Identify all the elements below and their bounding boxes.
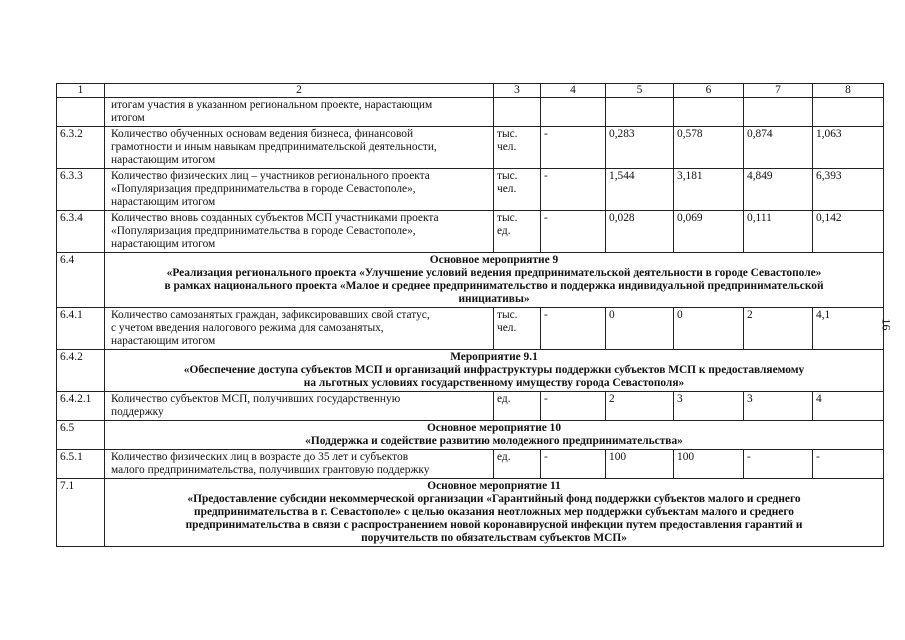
row-number: 6.5 [57, 421, 105, 450]
section-title [105, 350, 884, 392]
unit-cell [494, 450, 541, 479]
section-line: Основное мероприятие 9 [429, 254, 559, 266]
unit-line: тыс. [497, 128, 518, 140]
value-cell-c6 [674, 98, 744, 127]
value-cell-c8: 0,142 [813, 211, 884, 253]
value-cell-c8: - [813, 450, 884, 479]
section-title [105, 479, 884, 547]
value-cell-c6: 3,181 [674, 169, 744, 211]
indicator-name [105, 392, 494, 421]
table-row [57, 450, 884, 479]
section-line: «Поддержка и содействие развитию молодежного предпринимательства» [305, 435, 683, 447]
unit-cell [494, 211, 541, 253]
value-cell-c4: - [541, 211, 606, 253]
row-number: 6.4.2 [57, 350, 105, 392]
section-row [57, 421, 884, 450]
header-cell: 6 [674, 84, 744, 98]
table-row [57, 169, 884, 211]
table-row [57, 392, 884, 421]
row-number: 6.3.2 [57, 127, 105, 169]
value-cell-c6: 0,069 [674, 211, 744, 253]
section-line: Основное мероприятие 10 [426, 422, 562, 434]
unit-cell [494, 98, 541, 127]
value-cell-c4: - [541, 308, 606, 350]
unit-line: тыс. [497, 212, 518, 224]
value-cell-c6: 0 [674, 308, 744, 350]
indicator-line: поддержку [111, 406, 164, 418]
unit-line: ед. [497, 225, 511, 237]
value-cell-c7: 0,111 [744, 211, 813, 253]
table-row [57, 98, 884, 127]
value-cell-c6: 0,578 [674, 127, 744, 169]
section-line: предпринимательства в г. Севастополе» с целью оказания неотложных мер поддержки субъектам малого и среднего [194, 506, 794, 518]
value-cell-c8: 4 [813, 392, 884, 421]
unit-cell [494, 308, 541, 350]
section-line: в рамках национального проекта «Малое и среднее предпринимательство и поддержка индивидуальной предпринимательской [164, 280, 824, 292]
indicator-line: Количество самозанятых граждан, зафиксировавших свой статус, [111, 309, 430, 321]
indicator-line: нарастающим итогом [111, 238, 216, 250]
indicator-line: Количество субъектов МСП, получивших государственную [111, 393, 401, 405]
value-cell-c8 [813, 98, 884, 127]
value-cell-c7: 3 [744, 392, 813, 421]
value-cell-c4: - [541, 450, 606, 479]
indicator-name [105, 450, 494, 479]
indicator-name [105, 127, 494, 169]
row-number: 6.3.3 [57, 169, 105, 211]
unit-cell [494, 169, 541, 211]
section-title [105, 253, 884, 308]
indicator-line: «Популяризация предпринимательства в городе Севастополе», [111, 225, 416, 237]
indicator-name [105, 308, 494, 350]
header-cell: 1 [57, 84, 105, 98]
table-row [57, 308, 884, 350]
section-title [105, 421, 884, 450]
section-line: на льготных условиях государственному имуществу города Севастополя» [303, 377, 685, 389]
indicator-name [105, 169, 494, 211]
indicator-line: итогом [111, 112, 145, 124]
row-number: 6.5.1 [57, 450, 105, 479]
indicators-table [56, 83, 884, 547]
unit-cell [494, 392, 541, 421]
value-cell-c4 [541, 98, 606, 127]
section-line: «Реализация регионального проекта «Улучшение условий ведения предпринимательской деятельности в городе Севастополе» [166, 267, 822, 279]
value-cell-c5: 0,283 [606, 127, 674, 169]
section-line: Мероприятие 9.1 [450, 351, 538, 363]
value-cell-c7 [744, 98, 813, 127]
page-number: 16 [879, 318, 894, 331]
value-cell-c7: - [744, 450, 813, 479]
section-line: поручительств по обязательствам субъектов МСП» [361, 532, 627, 544]
value-cell-c7: 0,874 [744, 127, 813, 169]
header-cell: 3 [494, 84, 541, 98]
indicator-name [105, 98, 494, 127]
indicator-line: Количество физических лиц – участников регионального проекта [111, 170, 430, 182]
value-cell-c4: - [541, 392, 606, 421]
indicator-line: Количество физических лиц в возрасте до 35 лет и субъектов [111, 451, 409, 463]
indicator-line: Количество вновь созданных субъектов МСП участниками проекта [111, 212, 439, 224]
table-row [57, 211, 884, 253]
row-number: 6.4.2.1 [57, 392, 105, 421]
indicator-line: нарастающим итогом [111, 335, 216, 347]
value-cell-c7: 2 [744, 308, 813, 350]
indicator-line: нарастающим итогом [111, 154, 216, 166]
value-cell-c7: 4,849 [744, 169, 813, 211]
value-cell-c5: 0,028 [606, 211, 674, 253]
value-cell-c5: 2 [606, 392, 674, 421]
table-row [57, 127, 884, 169]
unit-line: чел. [497, 183, 517, 195]
indicator-line: с учетом введения налогового режима для самозанятых, [111, 322, 384, 334]
row-number: 6.4.1 [57, 308, 105, 350]
unit-line: чел. [497, 141, 517, 153]
header-cell: 5 [606, 84, 674, 98]
value-cell-c4: - [541, 169, 606, 211]
unit-line: тыс. [497, 170, 518, 182]
indicator-line: грамотности и иным навыкам предпринимательской деятельности, [111, 141, 437, 153]
row-number: 6.4 [57, 253, 105, 308]
header-cell: 7 [744, 84, 813, 98]
section-row [57, 479, 884, 547]
unit-cell [494, 127, 541, 169]
value-cell-c8: 4,1 [813, 308, 884, 350]
indicator-line: «Популяризация предпринимательства в городе Севастополе», [111, 183, 416, 195]
section-line: инициативы» [458, 293, 530, 305]
value-cell-c5: 1,544 [606, 169, 674, 211]
row-number: 6.3.4 [57, 211, 105, 253]
value-cell-c6: 3 [674, 392, 744, 421]
header-cell: 4 [541, 84, 606, 98]
row-number [57, 98, 105, 127]
section-line: предпринимательства в связи с распространением новой коронавирусной инфекции путем предоставления гарантий и [185, 519, 803, 531]
section-row [57, 350, 884, 392]
value-cell-c6: 100 [674, 450, 744, 479]
header-row [57, 84, 884, 98]
value-cell-c5: 100 [606, 450, 674, 479]
value-cell-c4: - [541, 127, 606, 169]
header-cell: 8 [813, 84, 884, 98]
value-cell-c5: 0 [606, 308, 674, 350]
value-cell-c8: 1,063 [813, 127, 884, 169]
section-line: Основное мероприятие 11 [427, 480, 561, 492]
value-cell-c8: 6,393 [813, 169, 884, 211]
unit-line: чел. [497, 322, 517, 334]
indicator-line: Количество обученных основам ведения бизнеса, финансовой [111, 128, 414, 140]
section-line: «Обеспечение доступа субъектов МСП и организаций инфраструктуры поддержки субъектов МСП к предоставляемому [183, 364, 805, 376]
unit-line: ед. [497, 451, 511, 463]
indicator-line: малого предпринимательства, получивших грантовую поддержку [111, 464, 430, 476]
unit-line: ед. [497, 393, 511, 405]
row-number: 7.1 [57, 479, 105, 547]
value-cell-c5 [606, 98, 674, 127]
section-row [57, 253, 884, 308]
section-line: «Предоставление субсидии некоммерческой организации «Гарантийный фонд поддержки субъектов малого и среднего [187, 493, 801, 505]
header-cell: 2 [105, 84, 494, 98]
unit-line: тыс. [497, 309, 518, 321]
indicator-name [105, 211, 494, 253]
indicator-line: нарастающим итогом [111, 196, 216, 208]
indicator-line: итогам участия в указанном региональном проекте, нарастающим [111, 99, 433, 111]
